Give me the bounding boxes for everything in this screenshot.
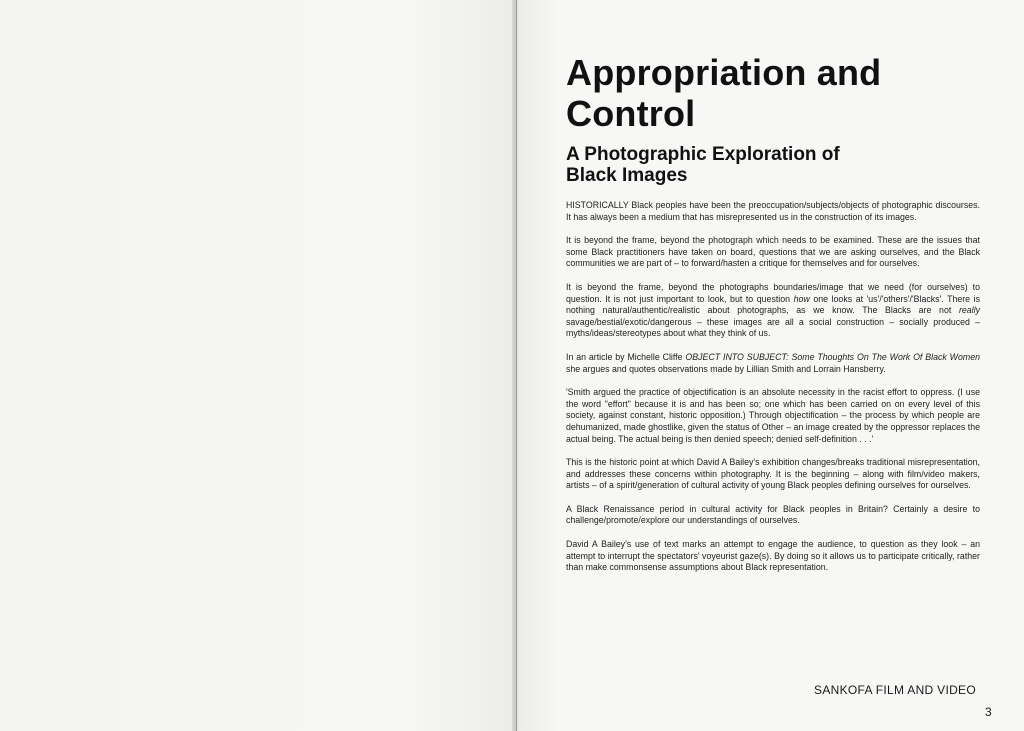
paragraph-4: [566, 352, 980, 375]
paragraph-3-part-b: one looks at 'us'/'others'/'Blacks'. There is nothing natural/authentic/realistic about photographs, as we know. The Blacks are not: [566, 293, 980, 316]
page-subtitle: [566, 144, 980, 186]
credit-line: SANKOFA FILM AND VIDEO: [814, 683, 976, 697]
paragraph-1: HISTORICALLY Black peoples have been the preoccupation/subjects/objects of photographic discourses. It has always been a medium that has misrepresented us in the construction of its images.: [566, 200, 980, 222]
article: [566, 52, 980, 586]
title-line-2: Control: [566, 93, 696, 134]
paragraph-2: It is beyond the frame, beyond the photograph which needs to be examined. These are the issues that some Black practitioners have taken on board, questions that we are asking ourselves, and the Black communities we are part of – to forward/hasten a critique for themselves and for ourselves.: [566, 235, 980, 269]
fold-line: [516, 0, 517, 731]
page-title: [566, 52, 980, 134]
paragraph-3: [566, 282, 980, 340]
paragraph-8: David A Bailey's use of text marks an attempt to engage the audience, to question as they look – an attempt to interrupt the spectators' voyeurist gaze(s). By doing so it allows us to participate critically, rather than make commonsense assumptions about Black representation.: [566, 539, 980, 573]
emphasis-really: really: [958, 305, 980, 316]
subtitle-line-2: Black Images: [566, 165, 688, 186]
subtitle-line-1: A Photographic Exploration of: [566, 144, 840, 165]
emphasis-how: how: [793, 293, 810, 304]
paragraph-3-part-c: savage/bestial/exotic/dangerous – these images are all a social construction – socially produced – myths/ideas/stereotypes about what they think of us.: [566, 316, 980, 339]
paragraph-5-quote: 'Smith argued the practice of objectification is an absolute necessity in the racist effort to oppress. (I use the word "effort" because it is and has been so; one which has been carried on on every level of this society, against constant, historic opposition.) Through objectification – the process by which people are dehumanized, made ghostlike, given the status of Other – an image created by the oppressor replaces the actual being. The actual being is then denied speech; denied self-definition . . .': [566, 387, 980, 444]
paragraph-6: This is the historic point at which David A Bailey's exhibition changes/breaks traditional misrepresentation, and addresses these concerns within photography. It is the beginning – along with film/video makers, artists – of a spirit/generation of cultural activity of young Black peoples defining ourselves for ourselves.: [566, 457, 980, 491]
paragraph-3-part-a: It is beyond the frame, beyond the photographs boundaries/image that we need (for ourselves) to question. It is not just important to look, but to question: [566, 281, 980, 304]
cited-article-title: OBJECT INTO SUBJECT: Some Thoughts On The Work Of Black Women: [685, 351, 980, 362]
paragraph-4-part-b: she argues and quotes observations made by Lillian Smith and Lorrain Hansberry.: [566, 363, 886, 374]
paragraph-4-part-a: In an article by Michelle Cliffe: [566, 351, 686, 362]
page-number: 3: [985, 705, 992, 719]
body-text: [566, 200, 980, 574]
title-line-1: Appropriation and: [566, 52, 882, 93]
paragraph-7: A Black Renaissance period in cultural activity for Black peoples in Britain? Certainly a desire to challenge/promote/explore our understandings of ourselves.: [566, 503, 980, 526]
